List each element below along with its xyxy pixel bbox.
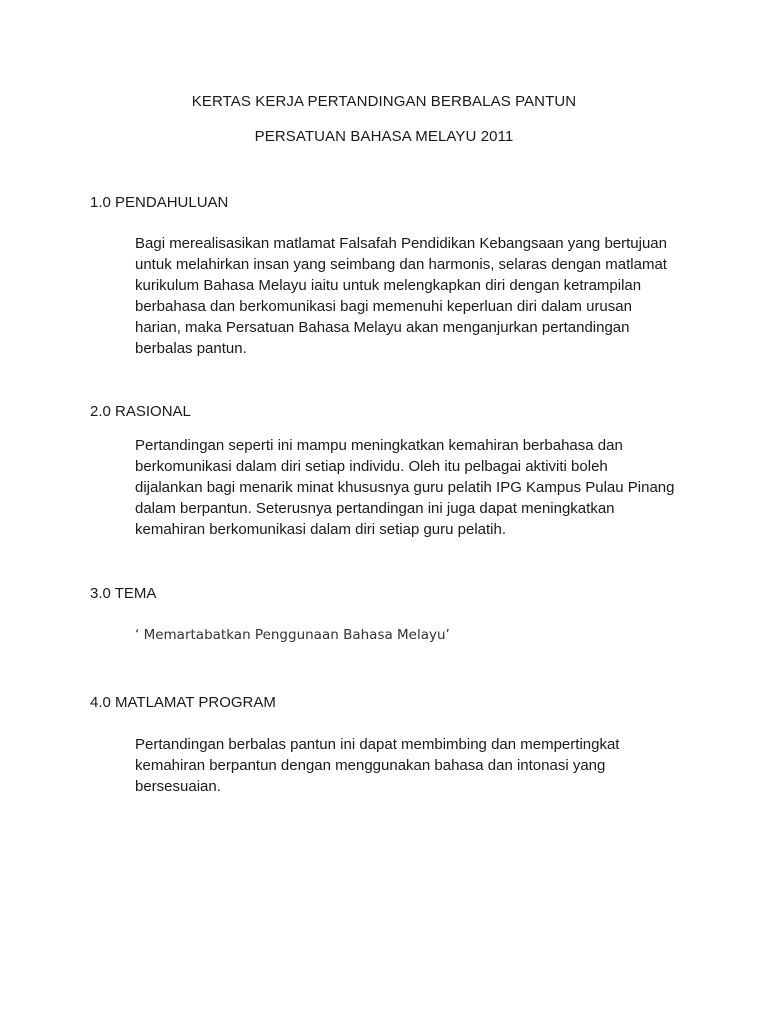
document-title: KERTAS KERJA PERTANDINGAN BERBALAS PANTUN [191,93,577,110]
paragraph-line: Pertandingan seperti ini mampu meningkatkan kemahiran berbahasa dan [135,437,623,454]
paragraph-line: kemahiran berkomunikasi dalam diri setiap guru pelatih. [135,521,507,538]
paragraph-line: dijalankan bagi menarik minat khususnya guru pelatih IPG Kampus Pulau Pinang [135,479,675,496]
paragraph-line: dalam berpantun. Seterusnya pertandingan ini juga dapat meningkatkan [135,500,615,517]
paragraph-line: untuk melahirkan insan yang seimbang dan harmonis, selaras dengan matlamat [135,256,667,273]
section-body-matlamat-program [135,734,695,797]
section-heading-pendahuluan: 1.0 PENDAHULUAN [90,194,229,211]
paragraph-line: kurikulum Bahasa Melayu iaitu untuk melengkapkan diri dengan ketrampilan [135,277,642,294]
section-body-tema: ‘ Memartabatkan Penggunaan Bahasa Melayu’ [135,627,450,643]
paragraph-line: berbalas pantun. [135,340,247,357]
paragraph-line: Pertandingan berbalas pantun ini dapat membimbing dan mempertingkat [135,736,620,753]
section-heading-tema: 3.0 TEMA [90,585,157,602]
section-body-rasional [135,435,695,540]
section-heading-matlamat-program: 4.0 MATLAMAT PROGRAM [90,694,276,711]
section-heading-rasional: 2.0 RASIONAL [90,403,191,420]
paragraph-line: berbahasa dan berkomunikasi bagi memenuhi keperluan diri dalam urusan [135,298,632,315]
paragraph-line: Bagi merealisasikan matlamat Falsafah Pendidikan Kebangsaan yang bertujuan [135,235,667,252]
section-body-pendahuluan [135,233,695,359]
paragraph-line: berkomunikasi dalam diri setiap individu. Oleh itu pelbagai aktiviti boleh [135,458,608,475]
document-subtitle: PERSATUAN BAHASA MELAYU 2011 [254,128,514,145]
paragraph-line: harian, maka Persatuan Bahasa Melayu akan menganjurkan pertandingan [135,319,630,336]
paragraph-line: kemahiran berpantun dengan menggunakan bahasa dan intonasi yang [135,757,606,774]
paragraph-line: bersesuaian. [135,778,221,795]
